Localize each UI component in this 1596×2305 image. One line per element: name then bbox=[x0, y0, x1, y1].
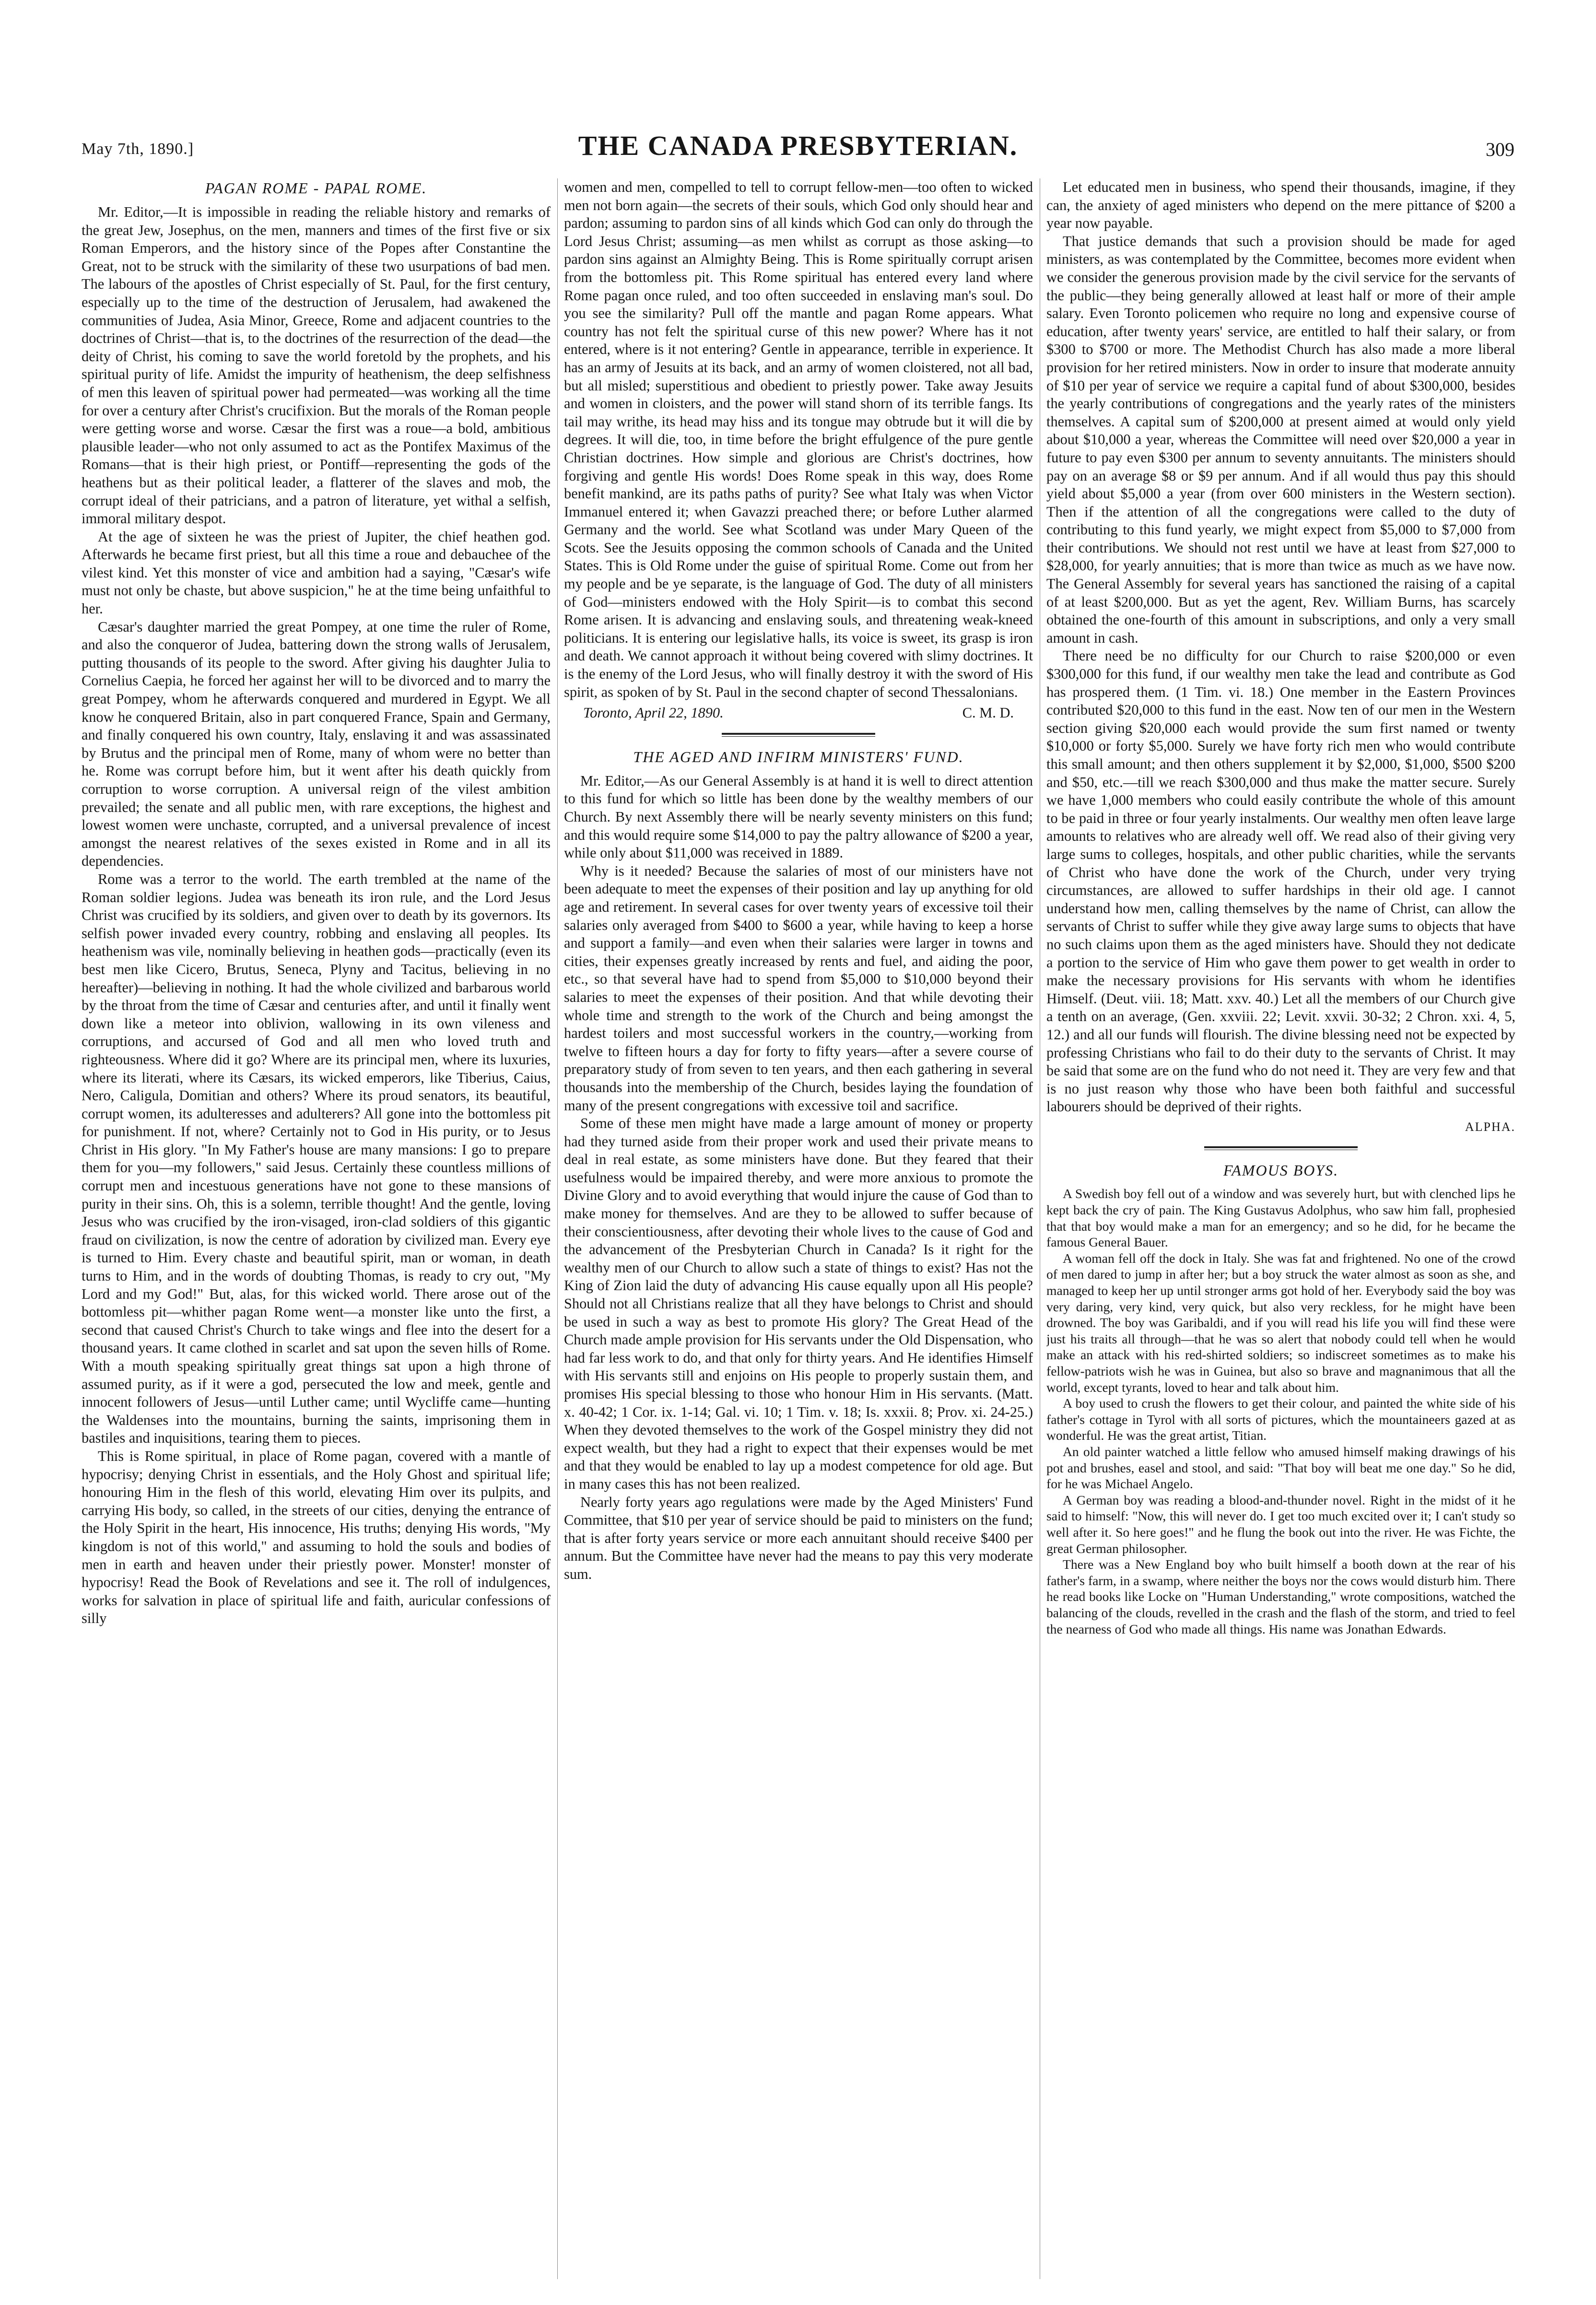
article-title-pagan-rome: PAGAN ROME - PAPAL ROME. bbox=[205, 179, 427, 197]
article-paragraph: Mr. Editor,—It is impossible in reading the reliable history and remarks of the great Jew, Josephus, on the men, manners and times of the first five or six Roman Emperors, and the history since of the Popes after Constantine the Great, not to be struck with the similarity of these two usurpations of bad men. The labours of the apostles of Christ especially of St. Paul, for the first century, especially up to the time of the destruction of Jerusalem, had awakened the communities of Judea, Asia Minor, Greece, Rome and adjacent countries to the doctrines of Christ—that is, to the doctrines of the resurrection of the dead—the deity of Christ, his coming to save the world foretold by the prophets, and his spiritual purity of life. Amidst the impurity of heathenism, the deep selfishness of men this leaven of spiritual power had permeated—was working all the time for over a century after Christ's crucifixion. But the morals of the Roman people were getting worse and worse. Cæsar the first was a roue—a bold, ambitious plausible leader—who not only assumed to act as the Pontifex Maximus of the Romans—that is their high priest, or Pontiff—representing the gods of the heathens but as their political leader, a flatterer of the slaves and mob, the corrupt ideal of their patricians, and a patron of literature, yet withal a selfish, immoral military despot. bbox=[82, 204, 551, 527]
article-paragraph: Rome was a terror to the world. The earth trembled at the name of the Roman soldier legions. Judea was beneath its iron rule, and the Lord Jesus Christ was crucified by its soldiers, and given over to death by its governors. Its selfish power invaded every country, robbing and enslaving all peoples. Its heathenism was vile, nominally believing in heathen gods—practically (even its best men like Cicero, Brutus, Seneca, Plyny and Tacitus, believing in no hereafter)—believing in nothing. It had the whole civilized and barbarous world by the throat from the time of Cæsar and centuries after, and until it finally went down like a meteor into oblivion, wallowing in its own vileness and corruptions, and accursed of God and all men who loved truth and righteousness. Where did it go? Where are its principal men, where its luxuries, where its literati, where its Cæsars, its wicked emperors, like Tiberius, Caius, Nero, Caligula, Domitian and others? Where its proud senators, its beautiful, corrupt women, its adulteresses and adulterers? All gone into the bottomless pit for punishment. If not, where? Certainly not to God in His purity, or to Jesus Christ in His glory. "In My Father's house are many mansions: I go to prepare them for you—my followers," said Jesus. Certainly these countless millions of corrupt men and incestuous generations have not gone to these mansions of purity in their sins. Oh, this is a solemn, terrible thought! And the gentle, loving Jesus who was crucified by the iron-visaged, iron-clad soldiers of this gigantic fraud on civilization, is now the centre of adoration by civilized man. Every eye is turned to Him. Every chaste and beautiful spirit, man or woman, in death turns to Him, and in the words of doubting Thomas, is ready to cry out, "My Lord and my God!" But, alas, for this wicked world. There arose out of the bottomless pit—whither pagan Rome went—a monster like unto the first, a second that caused Christ's Church to take wings and flee into the desert for a thousand years. It came clothed in scarlet and sat upon the seven hills of Rome. With a mouth speaking spiritually great things sat upon a high throne of assumed purity, as if it were a god, persecuted the low and meek, gentle and innocent followers of Jesus—until Luther came; until Wycliffe came—hunting the Waldenses into the mountains, burning the saints, imprisoning them in bastiles and inquisitions, tearing them to pieces. bbox=[82, 870, 551, 1447]
section-divider bbox=[1204, 1146, 1358, 1150]
page-header bbox=[82, 129, 1514, 168]
article-paragraph: A boy used to crush the flowers to get their colour, and painted the white side of his father's cottage in Tyrol with all sorts of pictures, which the mountaineers gazed at as wonderful. He was the great artist, Titian. bbox=[1046, 1396, 1515, 1443]
famous-boys-body bbox=[1046, 1186, 1515, 1637]
article-signoff bbox=[564, 704, 1033, 722]
article-paragraph: Why is it needed? Because the salaries of most of our ministers have not been adequate to meet the expenses of their position and lay up anything for old age and retirement. In several cases for over twenty years of excessive toil their salaries only averaged from $400 to $600 a year, while having to keep a horse and support a family—and even when their salaries were larger in towns and cities, their expenses greatly increased by rents and fuel, and aiding the poor, etc., so that several have had to spend from $5,000 to $10,000 beyond their salaries to meet the expenses of their position. And that while devoting their whole time and strength to the work of the Church and being amongst the hardest toilers and most successful workers in the country,—working from twelve to fifteen hours a day for forty to fifty years—after a severe course of preparatory study of from seven to ten years, and then each gathering in several thousands into the membership of the Church, besides laying the foundation of many of the present congregations with excessive toil and sacrifice. bbox=[564, 862, 1033, 1114]
page-number: 309 bbox=[1486, 139, 1514, 160]
issue-date: May 7th, 1890.] bbox=[82, 140, 194, 158]
author-signature: C. M. D. bbox=[962, 705, 1014, 721]
author-signature: ALPHA. bbox=[1465, 1119, 1515, 1134]
article-paragraph: Let educated men in business, who spend their thousands, imagine, if they can, the anxiety of aged ministers who depend on the mere pittance of $200 a year now payable. bbox=[1046, 179, 1515, 232]
column-3 bbox=[1046, 178, 1515, 2279]
section-divider bbox=[722, 733, 875, 737]
article-paragraph: At the age of sixteen he was the priest of Jupiter, the chief heathen god. Afterwards he became first priest, but all this time a roue and debauchee of the vilest kind. Yet this monster of vice and ambition had a saying, "Cæsar's wife must not only be chaste, but above suspicion," he at the time being unfaithful to her. bbox=[82, 528, 551, 617]
column-2 bbox=[564, 178, 1033, 2279]
article-title-ministers-fund: THE AGED AND INFIRM MINISTERS' FUND. bbox=[633, 748, 964, 765]
article-paragraph: There was a New England boy who built himself a booth down at the rear of his father's farm, in a swamp, where neither the boys nor the cows would disturb him. There he read books like Locke on "Human Understanding," wrote compositions, watched the balancing of the clouds, revelled in the crash and the flash of the storm, and tried to feel the nearness of God who made all things. His name was Jonathan Edwards. bbox=[1046, 1557, 1515, 1636]
column-1 bbox=[82, 178, 551, 2279]
article-title-famous-boys: FAMOUS BOYS. bbox=[1223, 1162, 1339, 1179]
article-paragraph: A German boy was reading a blood-and-thunder novel. Right in the midst of it he said to himself: "Now, this will never do. I get too much excited over it; I can't study so well after it. So here goes!" and he flung the book out into the river. He was Fichte, the great German philosopher. bbox=[1046, 1492, 1515, 1556]
newspaper-title: THE CANADA PRESBYTERIAN. bbox=[578, 130, 1018, 161]
article-paragraph: A woman fell off the dock in Italy. She was fat and frightened. No one of the crowd of men dared to jump in after her; but a boy struck the water almost as soon as she, and managed to keep her up until stronger arms got hold of her. Everybody said the boy was very daring, very kind, very quick, but also very reckless, for he might have been drowned. The boy was Garibaldi, and if you will read his life you will find these were just his traits all through—that he was so alert that nobody could tell when he would make an attack with his red-shirted soldiers; so indiscreet sometimes as to make his fellow-patriots wish he was in Guinea, but also so brave and magnanimous that all the world, except tyrants, loved to hear and talk about him. bbox=[1046, 1250, 1515, 1395]
article-paragraph: That justice demands that such a provision should be made for aged ministers, as was contemplated by the Committee, becomes more evident when we consider the generous provision made by the civil service for the servants of the public—they being generally allowed at least half or more of their ample salary. Even Toronto policemen who require no long and expensive course of education, after twenty years' service, are entitled to half their salary, or from $300 to $700 or more. The Methodist Church has also made a more liberal provision for her retired ministers. Now in order to insure that moderate annuity of $10 per year of service we require a capital fund of about $300,000, besides the yearly contributions of congregations and the yearly rates of the ministers themselves. A capital sum of $200,000 at present aimed at would only yield about $10,000 a year, whereas the Committee will need over $20,000 a year in future to pay even $300 per annum to seventy annuitants. The ministers should pay on an average $8 or $9 per annum. And if all would thus pay this should yield about $5,000 a year (from over 600 ministers in the Western section). Then if the attention of all the congregations were called to the duty of contributing to this fund yearly, we might expect from $5,000 to $7,000 from their contributions. We should not rest until we have at least from $27,000 to $28,000, for yearly annuities; that is more than twice as much as we have now. The General Assembly for several years has sanctioned the raising of a capital of at least $200,000. But as yet the agent, Rev. William Burns, has scarcely obtained the one-fourth of this amount in subscriptions, and only a very small amount in cash. bbox=[1046, 233, 1515, 646]
article-paragraph-continued: women and men, compelled to tell to corrupt fellow-men—too often to wicked men not born again—the secrets of their souls, which God only should hear and pardon; assuming to pardon sins of all kinds which God can only do through the Lord Jesus Christ; assuming—as men whilst as corrupt as those asking—to pardon sins against an Almighty Being. This is Rome spiritually corrupt arisen from the bottomless pit. This Rome spiritual has entered every land where Rome pagan once ruled, and too often succeeded in enslaving man's soul. Do you see the similarity? Pull off the mantle and pagan Rome appears. What country has not felt the spiritual curse of this new power? Where has it not entered, where is it not entering? Gentle in appearance, terrible in experience. It has an army of Jesuits at its back, and an army of women cloistered, not all bad, but all misled; superstitious and obedient to priestly power. Take away Jesuits and women in cloisters, and the power will stand shorn of its terrible fangs. Its tail may writhe, its head may hiss and its tongue may obtrude but it will die by degrees. It will die, too, in time before the bright effulgence of the pure gentle Christian doctrines. How simple and glorious are Christ's doctrines, how forgiving and gentle His words! Does Rome speak in this way, does Rome benefit mankind, are its paths paths of purity? See what Italy was when Victor Immanuel entered it; when Gavazzi preached there; or before Luther alarmed Germany and the world. See what Scotland was under Mary Queen of the Scots. See the Jesuits opposing the common schools of Canada and the United States. This is Old Rome under the guise of spiritual Rome. Come out from her my people and be ye separate, is the language of God. The duty of all ministers of God—ministers endowed with the Holy Spirit—is to combat this second Rome arisen. It is advancing and enslaving souls, and threatening weak-kneed politicians. It is entering our legislative halls, its voice is sweet, its grasp is iron and death. We cannot approach it without being covered with slimy doctrines. It is the enemy of the Lord Jesus, who will finally destroy it with the sword of His spirit, as spoken of by St. Paul in the second chapter of second Thessalonians. bbox=[564, 179, 1033, 700]
article-paragraph: A Swedish boy fell out of a window and was severely hurt, but with clenched lips he kept back the cry of pain. The King Gustavus Adolphus, who saw him fall, prophesied that that boy would make a man for an emergency; and so he did, for he became the famous General Bauer. bbox=[1046, 1186, 1515, 1250]
article-paragraph: Cæsar's daughter married the great Pompey, at one time the ruler of Rome, and also the conqueror of Judea, battering down the strong walls of Jerusalem, putting thousands of its people to the sword. After giving his daughter Julia to Cornelius Caepia, he forced her against her will to be divorced and to marry the great Pompey, whom he afterwards conquered and murdered in Egypt. We all know he conquered Britain, also in part conquered France, Spain and Germany, and finally conquered his own country, Italy, enslaving it and was assassinated by Brutus and the principal men of Rome, many of whom were no better than he. Rome was corrupt before him, but it went after his death quickly from corruption to worse corruption. A universal reign of the vilest ambition prevailed; the senate and all public men, with rare exceptions, the highest and lowest women were unchaste, corrupted, and a universal prevalence of incest amongst the nearest relatives of the sexes existed in Rome and in all its dependencies. bbox=[82, 618, 551, 870]
article-paragraph: Mr. Editor,—As our General Assembly is at hand it is well to direct attention to this fund for which so little has been done by the wealthy members of our Church. By next Assembly there will be nearly seventy ministers on this fund; and this would require some $14,000 to pay the paltry allowance of $200 a year, while only about $11,000 was received in 1889. bbox=[564, 772, 1033, 861]
article-paragraph: Nearly forty years ago regulations were made by the Aged Ministers' Fund Committee, that $10 per year of service should be paid to ministers on the fund; that is after forty years service or more each annuitant should receive $400 per annum. But the Committee have never had the means to pay this very moderate sum. bbox=[564, 1494, 1033, 1582]
place-date: Toronto, April 22, 1890. bbox=[583, 705, 724, 721]
article-paragraph: Some of these men might have made a large amount of money or property had they turned aside from their proper work and used their private means to deal in real estate, as some ministers have done. But they feared that their usefulness would be impaired thereby, and were more anxious to promote the Divine Glory and to avoid everything that would injure the cause of God than to make money for themselves. And are they to be allowed to suffer because of their conscientiousness, after devoting their whole lives to the cause of God and the advancement of the Presbyterian Church in Canada? Is it right for the wealthy men of our Church to allow such a state of things to exist? Has not the King of Zion laid the duty of advancing His cause equally upon all His people? Should not all Christians realize that all they have belongs to Christ and should be used in such a way as best to promote His glory? The Great Head of the Church made ample provision for His servants under the Old Dispensation, who had far less work to do, and that only for thirty years. And He identifies Himself with His servants still and enjoins on His people to properly sustain them, and promises His special blessing to those who honour Him in His servants. (Matt. x. 40-42; 1 Cor. ix. 1-14; Gal. vi. 10; 1 Tim. v. 18; Is. xxxii. 8; Prov. xi. 24-25.) When they devoted themselves to the work of the Gospel ministry they did not expect wealth, but they had a right to expect that their expenses would be met and that they would be enabled to lay up a modest competence for old age. But in many cases this has not been realized. bbox=[564, 1115, 1033, 1492]
article-columns bbox=[82, 178, 1515, 2279]
article-paragraph: There need be no difficulty for our Church to raise $200,000 or even $300,000 for this fund, if our wealthy men take the lead and contribute as God has prospered them. (1 Tim. vi. 18.) One member in the Eastern Provinces contributed $20,000 to this fund in the east. Now ten of our men in the Western section giving $20,000 each would provide the sum first named or twenty $10,000 or forty $5,000. Surely we have forty rich men who would contribute this small amount; and then others supplement it by $2,000, $1,000, $500 $200 and $50, etc.—till we reach $300,000 and thus make the matter secure. Surely we have 1,000 members who could easily contribute the whole of this amount to be paid in three or four yearly instalments. Our wealthy men often leave large amounts to relatives who are already well off. We read also of their giving very large sums to colleges, hospitals, and other public charities, while the servants of Christ who have done the work of the Church, under very trying circumstances, are allowed to suffer hardships in their old age. I cannot understand how men, calling themselves by the name of Christ, can allow the servants of Christ to suffer while they give away large sums to objects that have no such claims upon them as the aged ministers have. Should they not dedicate a portion to the service of Him who gave them power to get wealth in order to make the necessary provisions for His servants with whom he identifies Himself. (Deut. viii. 18; Matt. xxv. 40.) Let all the members of our Church give a tenth on an average, (Gen. xxviii. 22; Levit. xxvii. 30-32; 2 Chron. xxi. 4, 5, 12.) and all our funds will flourish. The divine blessing need not be expected by professing Christians who fail to do their duty to the servants of Christ. It may be said that some are on the fund who do not need it. They are very few and that is no just reason why those who have been both faithful and successful labourers should be deprived of their rights. bbox=[1046, 647, 1515, 1115]
column-divider bbox=[557, 178, 558, 2279]
article-paragraph: This is Rome spiritual, in place of Rome pagan, covered with a mantle of hypocrisy; denying Christ in essentials, and the Holy Ghost and spiritual life; honouring Him in the flesh of this world, elevating Him over its pulpits, and carrying His body, so called, in the streets of our cities, denying the entrance of the Holy Spirit in the heart, His innocence, His truths; denying His words, "My kingdom is not of this world," and assuming to hold the souls and bodies of men in earth and heaven under their priestly power. Monster! monster of hypocrisy! Read the Book of Revelations and see it. The roll of indulgences, works for salvation in place of spiritual life and faith, auricular confessions of silly bbox=[82, 1447, 551, 1627]
article-paragraph: An old painter watched a little fellow who amused himself making drawings of his pot and brushes, easel and stool, and said: "That boy will beat me one day." So he did, for he was Michael Angelo. bbox=[1046, 1444, 1515, 1492]
